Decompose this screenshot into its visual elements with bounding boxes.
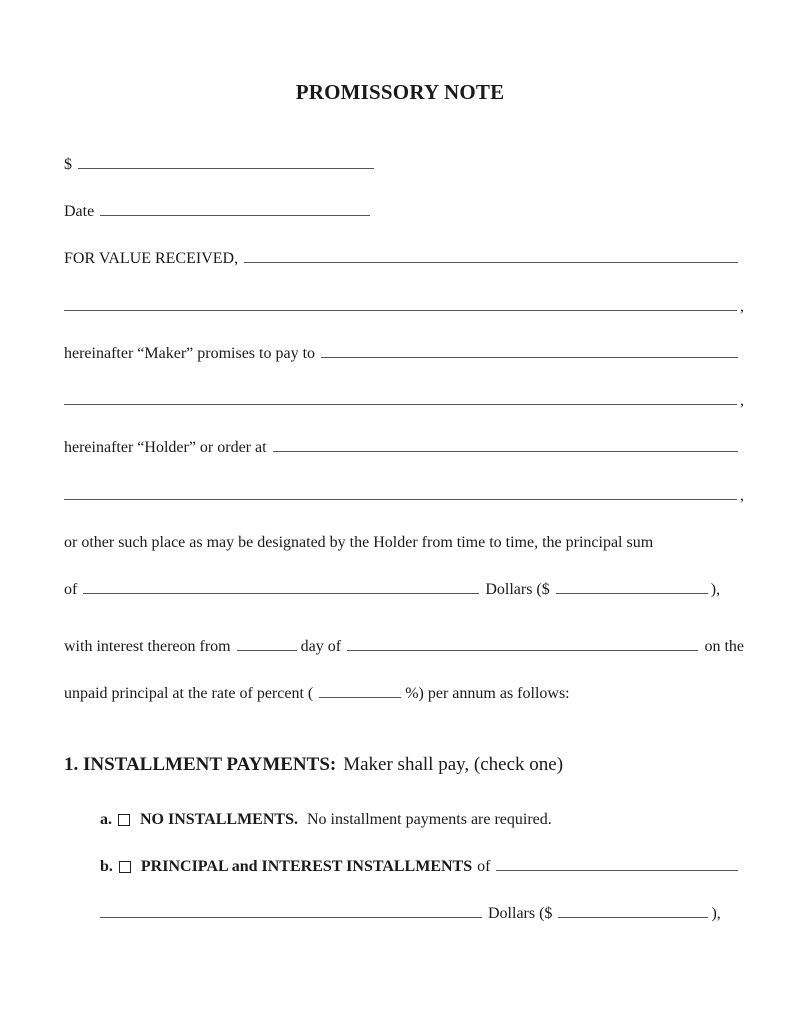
option-b-checkbox[interactable] (119, 861, 131, 873)
interest-from-label: with interest thereon from (64, 638, 231, 655)
amount-field[interactable] (78, 168, 374, 169)
option-b-title: PRINCIPAL and INTEREST INSTALLMENTS (140, 858, 473, 875)
date-label: Date (64, 203, 95, 220)
trailing-comma: , (740, 487, 744, 504)
for-value-line (64, 244, 744, 268)
option-a-title: NO INSTALLMENTS. (140, 811, 298, 828)
installment-dollars-line (100, 899, 744, 923)
option-b-letter: b. (100, 858, 113, 875)
holder-address-field-2[interactable] (64, 499, 737, 500)
document-title: PROMISSORY NOTE (295, 80, 505, 104)
payee-line-2 (64, 386, 744, 410)
amount-line (64, 150, 744, 174)
date-line (64, 197, 744, 221)
of-label: of (64, 581, 78, 598)
installment-words-field-2[interactable] (100, 917, 482, 918)
on-the-label: on the (704, 638, 744, 655)
installment-amount-field[interactable] (558, 917, 708, 918)
holder-line (64, 433, 744, 457)
other-place-text: or other such place as may be designated by the Holder from time to time, the principal sum (64, 534, 654, 551)
installment-words-field[interactable] (496, 870, 738, 871)
maker-name-field-2[interactable] (64, 310, 737, 311)
principal-amount-field[interactable] (556, 593, 708, 594)
holder-label: hereinafter “Holder” or order at (64, 439, 267, 456)
trailing-comma: , (740, 298, 744, 315)
percent-close-label: %) per annum as follows: (405, 685, 570, 702)
dollars-close: ), (710, 581, 721, 598)
holder-address-line-2 (64, 481, 744, 505)
option-a (100, 805, 744, 829)
interest-day-field[interactable] (237, 650, 297, 651)
day-of-label: day of (300, 638, 342, 655)
trailing-comma: , (740, 392, 744, 409)
payee-field[interactable] (321, 357, 738, 358)
option-a-text: No installment payments are required. (306, 811, 552, 828)
holder-address-field[interactable] (273, 451, 738, 452)
maker-name-line-2 (64, 292, 744, 316)
date-field[interactable] (100, 215, 370, 216)
option-b-text: of (477, 858, 491, 875)
other-place-line (64, 528, 744, 552)
maker-line (64, 339, 744, 363)
rate-line (64, 679, 744, 703)
interest-month-field[interactable] (347, 650, 698, 651)
unpaid-principal-label: unpaid principal at the rate of percent ( (64, 685, 314, 702)
interest-line (64, 632, 744, 656)
section-1-heading (64, 748, 744, 776)
principal-words-field[interactable] (83, 593, 479, 594)
payee-field-2[interactable] (64, 404, 737, 405)
dollars-label: Dollars ($ (485, 581, 550, 598)
option-b (100, 852, 738, 876)
maker-label: hereinafter “Maker” promises to pay to (64, 345, 316, 362)
section-1-subtitle: Maker shall pay, (check one) (343, 754, 564, 775)
principal-line (64, 575, 744, 599)
installment-dollars-label: Dollars ($ (488, 905, 553, 922)
section-1-title: 1. INSTALLMENT PAYMENTS: (64, 754, 337, 775)
installment-dollars-close: ), (711, 905, 721, 922)
option-a-checkbox[interactable] (118, 814, 130, 826)
interest-rate-field[interactable] (319, 697, 401, 698)
option-a-letter: a. (100, 811, 112, 828)
for-value-label: FOR VALUE RECEIVED, (64, 250, 239, 267)
maker-name-field[interactable] (244, 262, 738, 263)
amount-prefix: $ (64, 156, 72, 173)
